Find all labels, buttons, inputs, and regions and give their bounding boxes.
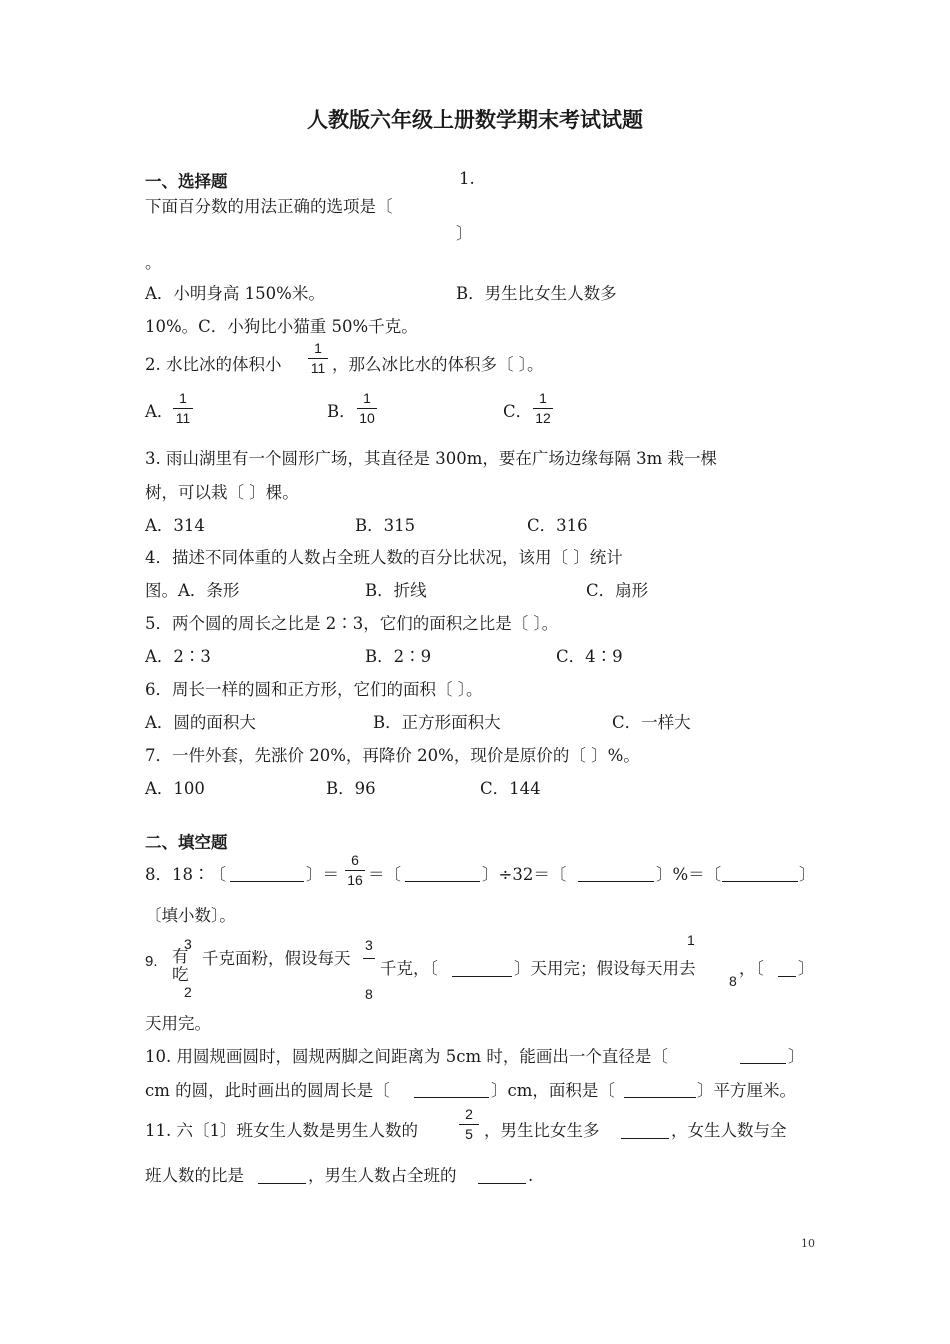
q8-line2: 〔填小数〕。 bbox=[145, 906, 236, 925]
fraction-denominator: 10 bbox=[359, 410, 375, 426]
q9-fraction3-numerator: 1 bbox=[687, 932, 695, 948]
q11-answer-blank-3[interactable] bbox=[478, 1183, 526, 1184]
q11-part2: ，男生比女生多 bbox=[484, 1121, 600, 1140]
q2-option-b: B． bbox=[327, 402, 356, 421]
section-heading-fill: 二、填空题 bbox=[145, 833, 228, 852]
q2-option-a-fraction bbox=[170, 390, 196, 427]
q2-option-a: A． bbox=[145, 402, 174, 421]
q5-text: 5．两个圆的周长之比是 2∶3，它们的面积之比是〔 〕。 bbox=[145, 614, 559, 633]
q9-answer-blank-2[interactable] bbox=[778, 976, 796, 977]
q8-part2: 〕＝ bbox=[306, 865, 339, 884]
q2-fraction-denominator: 11 bbox=[310, 360, 326, 376]
q4-line2: 图。A．条形 bbox=[145, 581, 240, 600]
q3-line2: 树，可以栽〔 〕棵。 bbox=[145, 483, 299, 502]
q10-answer-blank-1[interactable] bbox=[740, 1063, 786, 1064]
fraction-bar bbox=[533, 408, 553, 409]
q9-answer-blank-1[interactable] bbox=[452, 976, 512, 977]
q6-text: 6．周长一样的圆和正方形，它们的面积〔 〕。 bbox=[145, 680, 483, 699]
q9-fraction3-denominator: 8 bbox=[729, 973, 737, 989]
q2-option-b-fraction bbox=[354, 390, 380, 427]
q9-part3: 〕天用完；假设每天用去 bbox=[514, 959, 696, 978]
page-title: 人教版六年级上册数学期末考试试题 bbox=[307, 108, 643, 132]
q2-prefix: 2. 水比冰的体积小 bbox=[145, 355, 282, 374]
fraction-denominator: 12 bbox=[535, 410, 551, 426]
fraction-numerator: 1 bbox=[539, 390, 547, 406]
fraction-numerator: 1 bbox=[179, 390, 187, 406]
fraction-bar bbox=[308, 358, 328, 359]
fraction-denominator: 16 bbox=[347, 872, 363, 888]
q2-fraction bbox=[305, 340, 331, 377]
q11-fraction bbox=[456, 1106, 482, 1143]
q1-text: 下面百分数的用法正确的选项是〔 bbox=[145, 197, 393, 216]
q11-part1: 11. 六〔1〕班女生人数是男生人数的 bbox=[145, 1121, 418, 1140]
q10-answer-blank-3[interactable] bbox=[624, 1097, 696, 1098]
fraction-bar bbox=[357, 408, 377, 409]
fraction-numerator: 1 bbox=[363, 390, 371, 406]
q2-suffix: ，那么冰比水的体积多〔 〕。 bbox=[332, 355, 544, 374]
q9-fraction1-denominator: 2 bbox=[184, 984, 192, 1000]
q11-answer-blank-2[interactable] bbox=[258, 1183, 306, 1184]
q1-period: 。 bbox=[145, 253, 162, 272]
q6-option-a: A．圆的面积大 bbox=[145, 713, 256, 732]
q2-option-c: C． bbox=[503, 402, 533, 421]
q9-fraction2-denominator: 8 bbox=[365, 986, 373, 1002]
q4-line1: 4．描述不同体重的人数占全班人数的百分比状况，该用〔 〕统计 bbox=[145, 548, 623, 567]
q9-line2: 天用完。 bbox=[145, 1014, 211, 1033]
q10-line2-b: 〕cm，面积是〔 bbox=[491, 1081, 615, 1100]
q9-word-chi: 吃 bbox=[172, 965, 189, 984]
q3-option-b: B．315 bbox=[355, 516, 416, 535]
q1-continuation: 10%。C．小狗比小猫重 50%千克。 bbox=[145, 317, 418, 336]
q7-text: 7．一件外套，先涨价 20%，再降价 20%，现价是原价的〔 〕%。 bbox=[145, 746, 640, 765]
q8-fraction bbox=[342, 852, 368, 889]
q2-fraction-numerator: 1 bbox=[314, 340, 322, 356]
q4-option-c: C．扇形 bbox=[586, 581, 649, 600]
q3-option-c: C．316 bbox=[527, 516, 588, 535]
q1-option-a: A．小明身高 150%米。 bbox=[145, 284, 325, 303]
q8-answer-blank-1[interactable] bbox=[230, 881, 304, 882]
q8-part4: 〕÷32＝〔 bbox=[482, 865, 567, 884]
page-number: 10 bbox=[801, 1237, 815, 1250]
q1-option-b: B．男生比女生人数多 bbox=[456, 284, 617, 303]
q4-option-b: B．折线 bbox=[365, 581, 427, 600]
question-number-1: 1. bbox=[459, 169, 475, 188]
q9-part2: 千克，〔 bbox=[380, 959, 438, 978]
q8-part6: 〕 bbox=[799, 865, 816, 884]
q11-line2-c: . bbox=[528, 1166, 534, 1185]
q8-part3: ＝〔 bbox=[368, 865, 401, 884]
fraction-bar bbox=[363, 958, 375, 959]
q8-answer-blank-2[interactable] bbox=[405, 881, 480, 882]
q8-part5: 〕%＝〔 bbox=[656, 865, 722, 884]
q6-option-c: C．一样大 bbox=[612, 713, 691, 732]
q5-option-b: B．2∶9 bbox=[365, 647, 432, 666]
q9-middle: 千克面粉，假设每天 bbox=[202, 949, 351, 968]
q2-option-c-fraction bbox=[530, 390, 556, 427]
q8-answer-blank-3[interactable] bbox=[578, 881, 654, 882]
q11-line2-a: 班人数的比是 bbox=[145, 1166, 244, 1185]
q3-line1: 3. 雨山湖里有一个圆形广场，其直径是 300m，要在广场边缘每隔 3m 栽一棵 bbox=[145, 449, 718, 468]
q9-fraction1-numerator: 3 bbox=[184, 936, 192, 952]
q11-line2-b: ，男生人数占全班的 bbox=[308, 1166, 457, 1185]
fraction-numerator: 2 bbox=[465, 1106, 473, 1122]
q7-option-a: A．100 bbox=[145, 779, 205, 798]
q10-answer-blank-2[interactable] bbox=[414, 1097, 489, 1098]
q8-part1: 8．18∶〔 bbox=[145, 865, 226, 884]
fraction-bar bbox=[173, 408, 193, 409]
q5-option-c: C．4∶9 bbox=[556, 647, 623, 666]
q10-line1-close: 〕 bbox=[788, 1047, 805, 1066]
q6-option-b: B．正方形面积大 bbox=[373, 713, 501, 732]
q9-fraction2-numerator: 3 bbox=[365, 937, 373, 953]
q5-option-a: A．2∶3 bbox=[145, 647, 211, 666]
q9-part4: ，〔 bbox=[739, 959, 764, 978]
q9-number: 9. bbox=[145, 953, 158, 970]
fraction-denominator: 5 bbox=[465, 1126, 473, 1142]
fraction-bar bbox=[459, 1124, 479, 1125]
q10-line2-c: 〕平方厘米。 bbox=[697, 1081, 796, 1100]
q1-close-paren: 〕 bbox=[456, 224, 473, 243]
q11-answer-blank-1[interactable] bbox=[621, 1138, 669, 1139]
q9-part5: 〕 bbox=[798, 959, 815, 978]
fraction-numerator: 6 bbox=[351, 852, 359, 868]
q9-word-you: 有 bbox=[172, 947, 189, 966]
q7-option-c: C．144 bbox=[480, 779, 541, 798]
fraction-bar bbox=[345, 870, 365, 871]
q10-line2-a: cm 的圆，此时画出的圆周长是〔 bbox=[145, 1081, 390, 1100]
q11-part3: ，女生人数与全 bbox=[671, 1121, 787, 1140]
q10-line1: 10. 用圆规画圆时，圆规两脚之间距离为 5cm 时，能画出一个直径是〔 bbox=[145, 1047, 668, 1066]
q8-answer-blank-4[interactable] bbox=[722, 881, 798, 882]
section-heading-choice: 一、选择题 bbox=[145, 172, 228, 191]
fraction-denominator: 11 bbox=[175, 410, 191, 426]
q7-option-b: B．96 bbox=[326, 779, 376, 798]
q3-option-a: A．314 bbox=[145, 516, 205, 535]
